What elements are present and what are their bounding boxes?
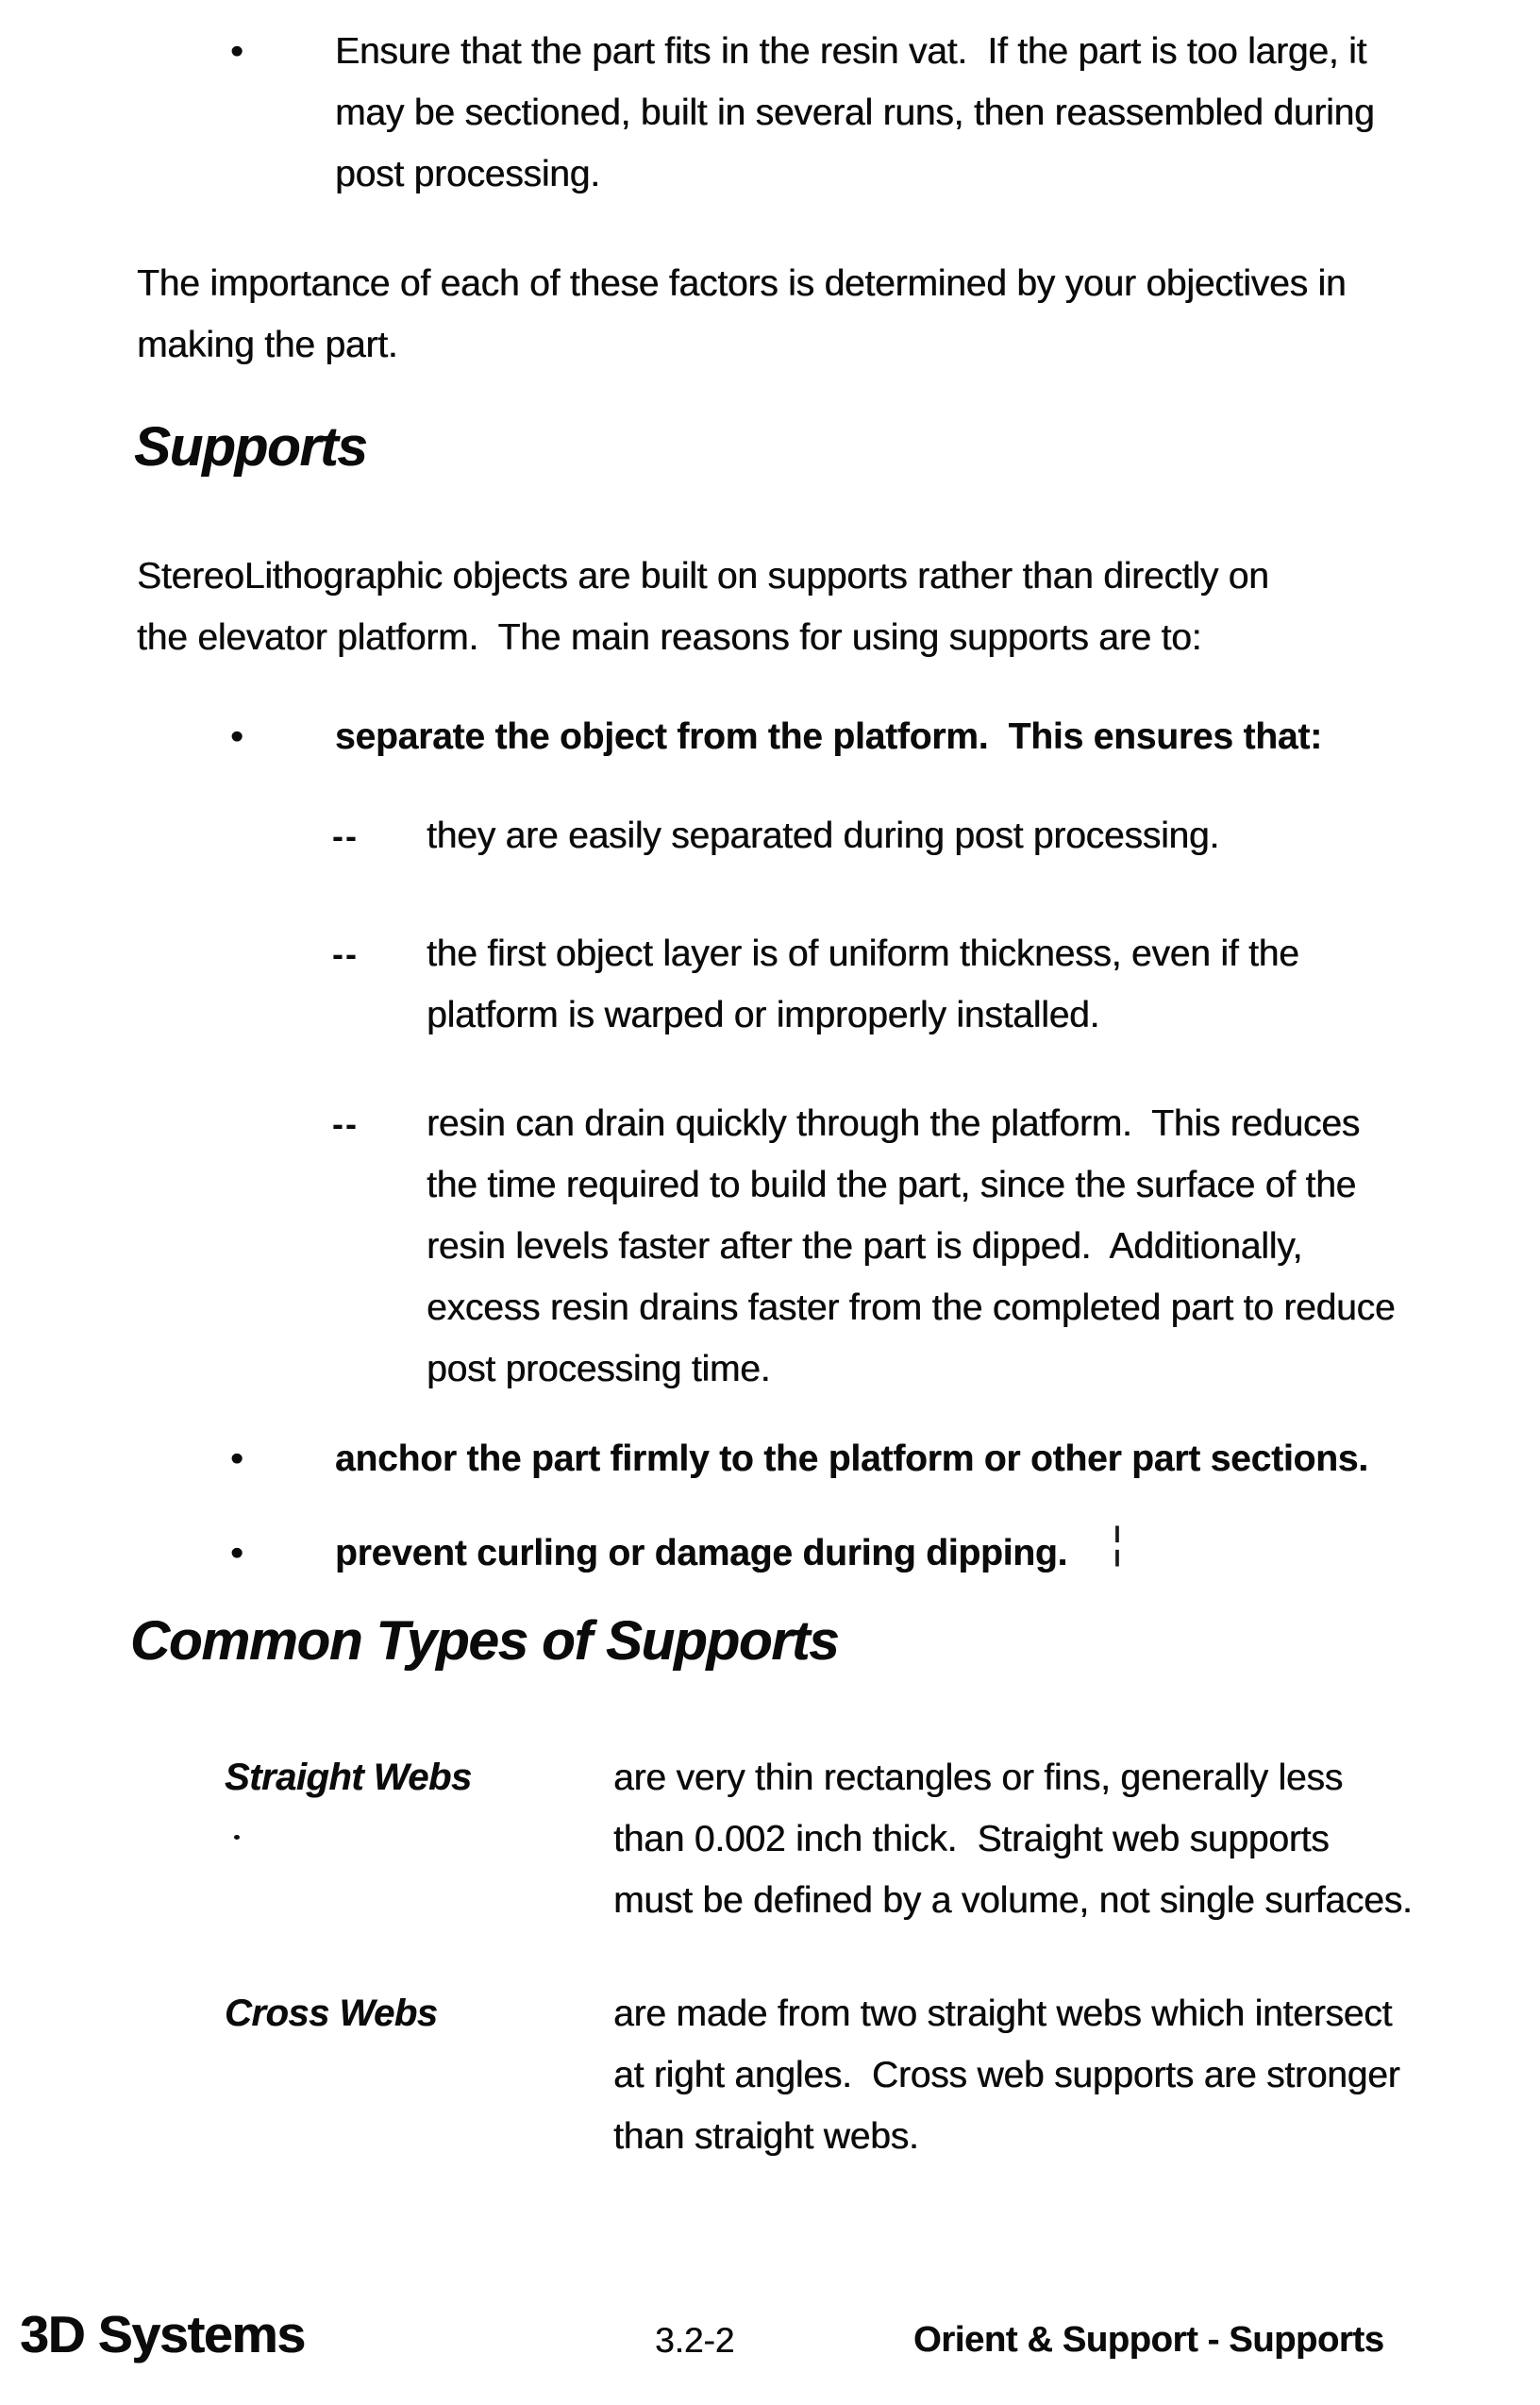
- bullet-marker: •: [230, 31, 243, 72]
- heading-common-types: Common Types of Supports: [130, 1610, 839, 1672]
- sub-bullet-marker: --: [332, 934, 359, 973]
- bullet-separate-text: separate the object from the platform. This ensures that:: [335, 716, 1322, 757]
- definition-term-cross-webs: Cross Webs: [225, 1993, 438, 2034]
- scan-artifact-mark: ¦: [1112, 1518, 1123, 1567]
- definition-term-straight-webs: Straight Webs: [225, 1757, 472, 1798]
- intro-bullet-text: Ensure that the part fits in the resin vat. If the part is too large, it may be sectioned, built in several runs, then reassembled during post processing.: [335, 31, 1375, 194]
- sub-bullet-marker: --: [332, 1104, 359, 1143]
- bullet-marker: •: [230, 716, 243, 757]
- sub-bullet-text: resin can drain quickly through the platform. This reduces the time required to build the part, since the surface of the resin levels faster after the part is dipped. Additionally, excess resin drains faster from the completed part to reduce post processing time.: [427, 1103, 1396, 1389]
- sub-bullet-text: the first object layer is of uniform thickness, even if the platform is warped or improperly installed.: [427, 933, 1299, 1035]
- footer-brand: 3D Systems: [20, 2305, 305, 2363]
- paragraph-supports-intro: StereoLithographic objects are built on supports rather than directly on the elevator platform. The main reasons for using supports are to:: [137, 556, 1269, 658]
- footer-page-number: 3.2-2: [655, 2321, 735, 2360]
- heading-supports: Supports: [134, 416, 367, 478]
- paragraph-importance: The importance of each of these factors is determined by your objectives in making the part.: [137, 263, 1347, 365]
- bullet-prevent-text: prevent curling or damage during dipping.: [335, 1533, 1068, 1573]
- bullet-marker: •: [230, 1438, 243, 1479]
- bullet-anchor-text: anchor the part firmly to the platform or other part sections.: [335, 1438, 1368, 1479]
- bullet-marker: •: [230, 1533, 243, 1573]
- scan-dot: [234, 1835, 240, 1840]
- sub-bullet-text: they are easily separated during post processing.: [427, 816, 1220, 856]
- definition-text-straight-webs: are very thin rectangles or fins, generally less than 0.002 inch thick. Straight web supports must be defined by a volume, not single surfaces.: [613, 1758, 1413, 1921]
- definition-text-cross-webs: are made from two straight webs which intersect at right angles. Cross web supports are stronger than straight webs.: [613, 1993, 1400, 2157]
- sub-bullet-marker: --: [332, 816, 359, 855]
- footer-section-title: Orient & Support - Supports: [913, 2320, 1384, 2360]
